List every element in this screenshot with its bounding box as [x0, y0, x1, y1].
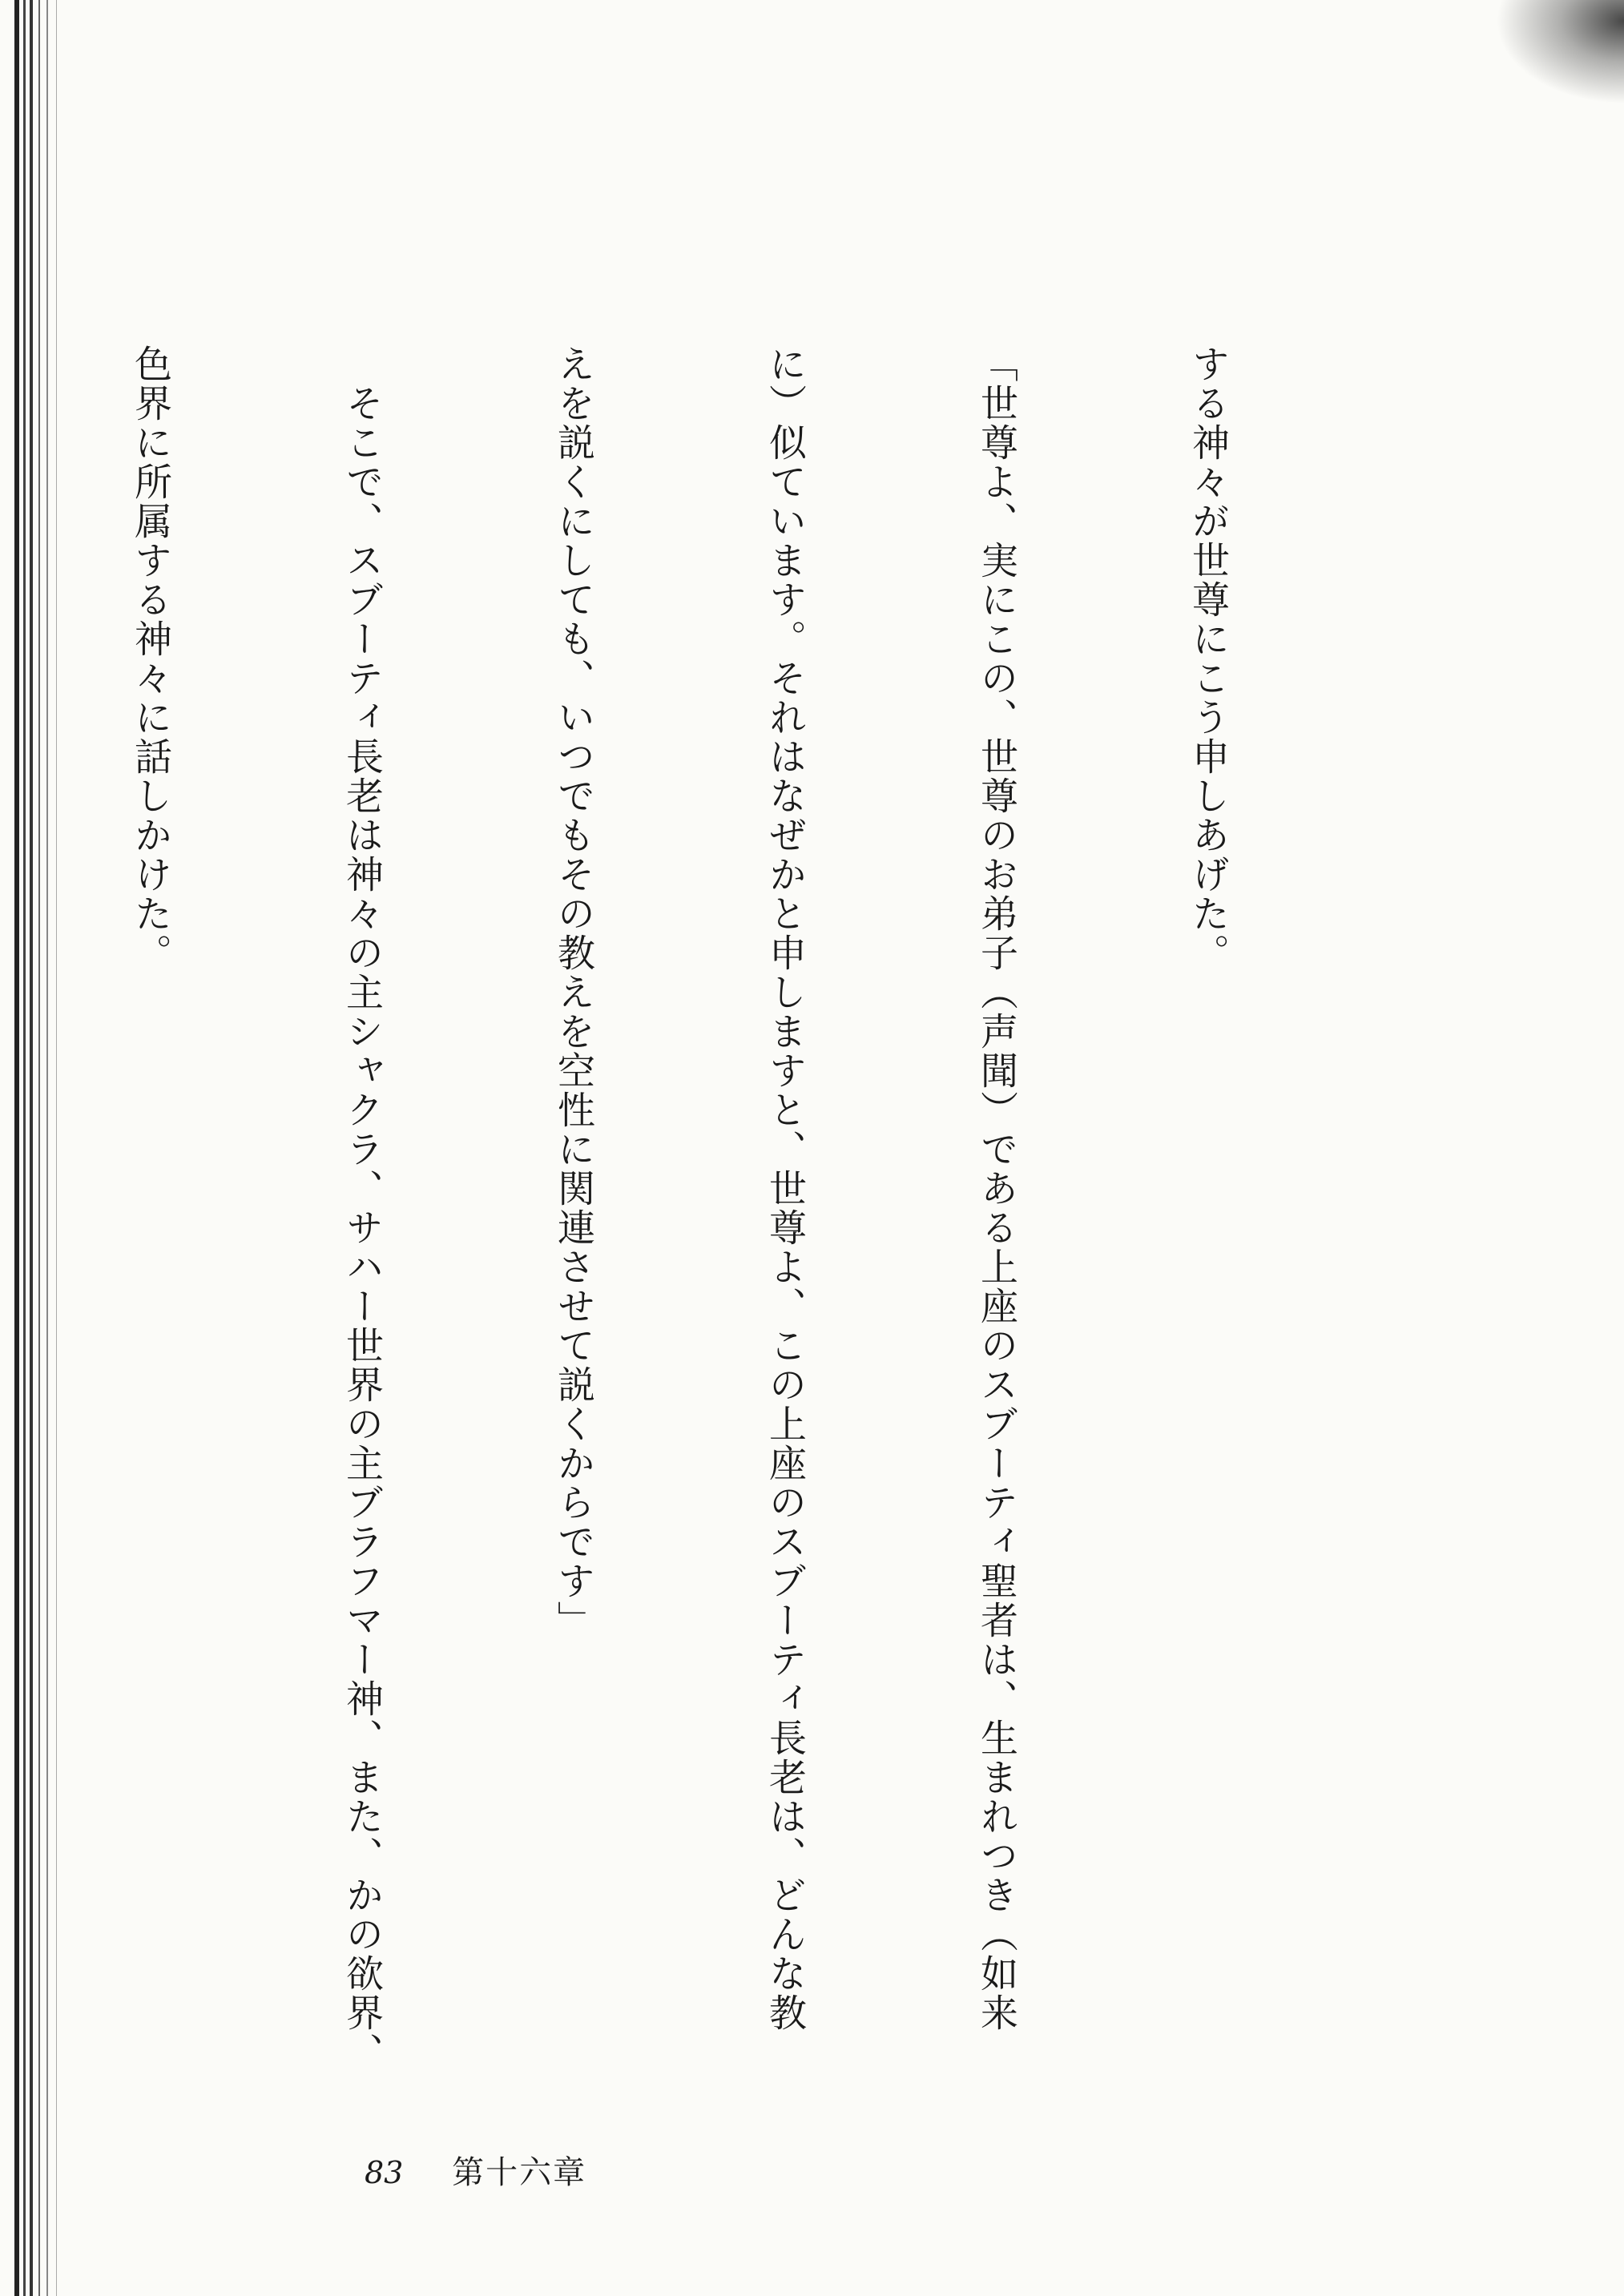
vertical-text-block	[0, 344, 1384, 2131]
text-line: えを説くにしても、いつでもその教えを空性に関連させて説くからです」	[551, 344, 595, 1640]
chapter-title: 第十六章	[452, 2154, 587, 2191]
text-line: 「世尊よ、実にこの、世尊のお弟子（声聞）である上座のスブーティ聖者は、生まれつき（如来	[974, 344, 1018, 2032]
text-line: に）似ています。それはなぜかと申しますと、世尊よ、この上座のスブーティ長老は、どんな教	[763, 344, 807, 2032]
text-line: 色界に所属する神々に話しかけた。	[128, 344, 172, 973]
text-line: する神々が世尊にこう申しあげた。	[1186, 344, 1230, 973]
page-footer	[365, 2147, 586, 2193]
text-line: そこで、スブーティ長老は神々の主シャクラ、サハー世界の主ブラフマー神、また、かの欲界、	[340, 344, 384, 2072]
scan-corner-shadow	[1496, 0, 1624, 104]
page-number: 83	[365, 2155, 404, 2190]
